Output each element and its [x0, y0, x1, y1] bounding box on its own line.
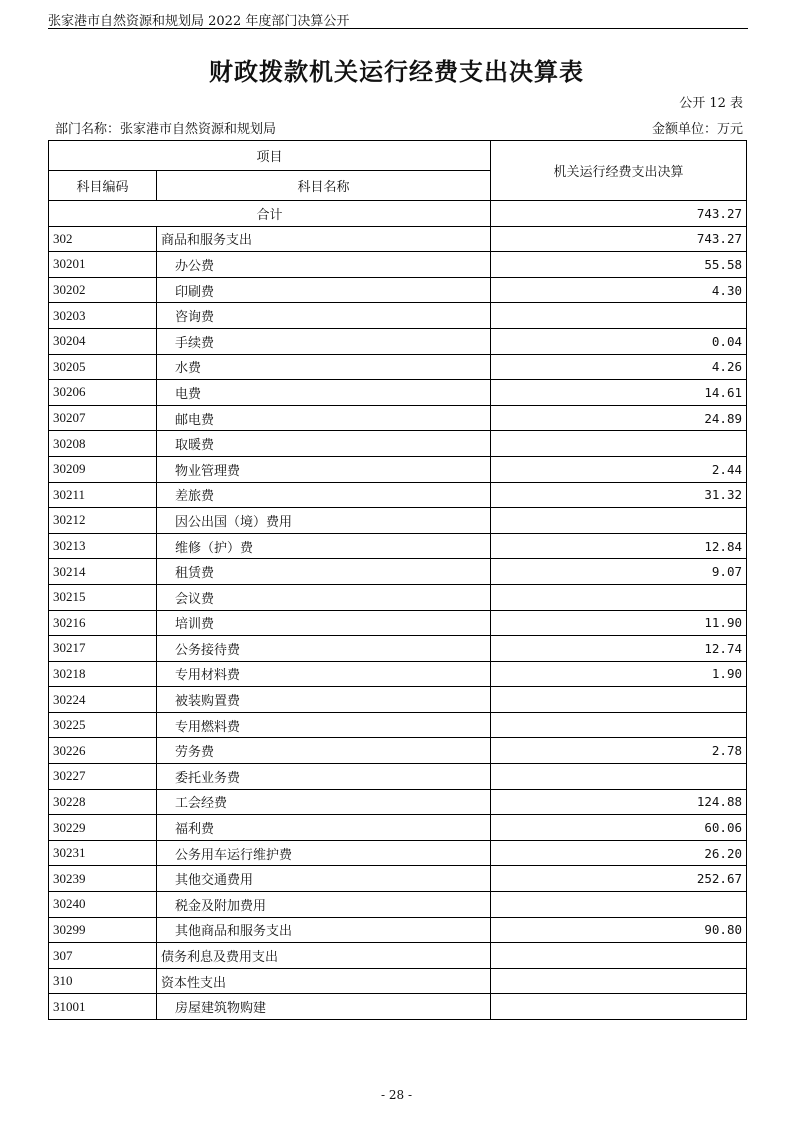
- row-value: 0.04: [491, 328, 747, 354]
- row-name: 因公出国（境）费用: [157, 508, 491, 534]
- table-row: [49, 303, 747, 329]
- row-code: 30206: [49, 380, 157, 406]
- row-name: 培训费: [157, 610, 491, 636]
- row-name: 劳务费: [157, 738, 491, 764]
- row-code: 30213: [49, 533, 157, 559]
- row-name: 租赁费: [157, 559, 491, 585]
- total-value: 743.27: [491, 201, 747, 227]
- row-value: 60.06: [491, 815, 747, 841]
- row-name: 商品和服务支出: [157, 226, 491, 252]
- table-row: [49, 738, 747, 764]
- row-value: 4.30: [491, 277, 747, 303]
- row-name: 差旅费: [157, 482, 491, 508]
- row-code: 30214: [49, 559, 157, 585]
- page-header: 张家港市自然资源和规划局 2022 年度部门决算公开: [48, 14, 350, 29]
- row-code: 30203: [49, 303, 157, 329]
- row-code: 307: [49, 943, 157, 969]
- row-value: [491, 994, 747, 1020]
- row-name: 维修（护）费: [157, 533, 491, 559]
- row-code: 30239: [49, 866, 157, 892]
- row-value: 743.27: [491, 226, 747, 252]
- row-value: 12.74: [491, 636, 747, 662]
- row-value: 24.89: [491, 405, 747, 431]
- table-row: [49, 840, 747, 866]
- row-value: [491, 431, 747, 457]
- row-code: 30229: [49, 815, 157, 841]
- row-value: 2.44: [491, 456, 747, 482]
- row-value: 31.32: [491, 482, 747, 508]
- row-value: 1.90: [491, 661, 747, 687]
- row-name: 专用材料费: [157, 661, 491, 687]
- header-divider: [48, 28, 748, 29]
- row-code: 30226: [49, 738, 157, 764]
- table-row: [49, 328, 747, 354]
- table-row: [49, 456, 747, 482]
- table-row: [49, 559, 747, 585]
- row-name: 办公费: [157, 252, 491, 278]
- row-value: 2.78: [491, 738, 747, 764]
- row-code: 302: [49, 226, 157, 252]
- table-row: [49, 533, 747, 559]
- row-value: [491, 943, 747, 969]
- row-value: [491, 687, 747, 713]
- row-value: [491, 508, 747, 534]
- row-code: 30240: [49, 892, 157, 918]
- table-row: [49, 584, 747, 610]
- column-header-amount: 机关运行经费支出决算: [491, 141, 747, 201]
- row-code: 30207: [49, 405, 157, 431]
- row-name: 电费: [157, 380, 491, 406]
- row-name: 取暖费: [157, 431, 491, 457]
- page-number: - 28 -: [380, 1088, 412, 1102]
- row-value: 12.84: [491, 533, 747, 559]
- row-value: 11.90: [491, 610, 747, 636]
- table-row: [49, 405, 747, 431]
- row-code: 30208: [49, 431, 157, 457]
- table-row: [49, 482, 747, 508]
- row-value: 9.07: [491, 559, 747, 585]
- table-row: [49, 815, 747, 841]
- table-row: [49, 226, 747, 252]
- row-value: 55.58: [491, 252, 747, 278]
- page-title: 财政拨款机关运行经费支出决算表: [209, 57, 584, 86]
- table-row: [49, 943, 747, 969]
- row-code: 30218: [49, 661, 157, 687]
- row-value: 14.61: [491, 380, 747, 406]
- row-name: 被装购置费: [157, 687, 491, 713]
- row-name: 邮电费: [157, 405, 491, 431]
- row-code: 30216: [49, 610, 157, 636]
- column-header-code: 科目编码: [49, 171, 157, 201]
- row-name: 公务用车运行维护费: [157, 840, 491, 866]
- row-code: 30211: [49, 482, 157, 508]
- table-row: [49, 380, 747, 406]
- table-row: [49, 636, 747, 662]
- row-value: 252.67: [491, 866, 747, 892]
- row-name: 债务利息及费用支出: [157, 943, 491, 969]
- row-name: 福利费: [157, 815, 491, 841]
- row-code: 30227: [49, 764, 157, 790]
- row-name: 手续费: [157, 328, 491, 354]
- table-row: [49, 687, 747, 713]
- row-code: 30299: [49, 917, 157, 943]
- row-name: 其他交通费用: [157, 866, 491, 892]
- department-label: 部门名称：张家港市自然资源和规划局: [55, 122, 277, 137]
- row-name: 房屋建筑物购建: [157, 994, 491, 1020]
- row-value: [491, 968, 747, 994]
- row-code: 30209: [49, 456, 157, 482]
- table-number: 公开 12 表: [679, 96, 743, 111]
- expenditure-table: [48, 140, 747, 1020]
- total-row: [49, 201, 747, 227]
- row-code: 30205: [49, 354, 157, 380]
- row-name: 专用燃料费: [157, 712, 491, 738]
- row-code: 30224: [49, 687, 157, 713]
- row-name: 物业管理费: [157, 456, 491, 482]
- row-code: 30202: [49, 277, 157, 303]
- row-code: 30201: [49, 252, 157, 278]
- column-header-project: 项目: [49, 141, 491, 171]
- row-value: 90.80: [491, 917, 747, 943]
- row-code: 30217: [49, 636, 157, 662]
- table-row: [49, 661, 747, 687]
- row-code: 30231: [49, 840, 157, 866]
- row-name: 水费: [157, 354, 491, 380]
- row-name: 印刷费: [157, 277, 491, 303]
- row-name: 资本性支出: [157, 968, 491, 994]
- table-row: [49, 866, 747, 892]
- table-row: [49, 508, 747, 534]
- row-name: 委托业务费: [157, 764, 491, 790]
- row-value: [491, 712, 747, 738]
- row-value: 26.20: [491, 840, 747, 866]
- row-name: 工会经费: [157, 789, 491, 815]
- row-name: 税金及附加费用: [157, 892, 491, 918]
- unit-label: 金额单位：万元: [651, 122, 743, 137]
- table-row: [49, 994, 747, 1020]
- row-value: 124.88: [491, 789, 747, 815]
- row-value: [491, 764, 747, 790]
- table-row: [49, 764, 747, 790]
- row-code: 30204: [49, 328, 157, 354]
- row-name: 其他商品和服务支出: [157, 917, 491, 943]
- row-code: 30225: [49, 712, 157, 738]
- table-row: [49, 252, 747, 278]
- table-row: [49, 892, 747, 918]
- row-value: [491, 584, 747, 610]
- table-row: [49, 712, 747, 738]
- table-row: [49, 354, 747, 380]
- row-code: 31001: [49, 994, 157, 1020]
- table-row: [49, 789, 747, 815]
- row-code: 310: [49, 968, 157, 994]
- row-value: [491, 303, 747, 329]
- table-row: [49, 431, 747, 457]
- table-row: [49, 610, 747, 636]
- table-row: [49, 968, 747, 994]
- row-value: 4.26: [491, 354, 747, 380]
- total-label: 合计: [49, 201, 491, 227]
- row-code: 30215: [49, 584, 157, 610]
- row-code: 30228: [49, 789, 157, 815]
- row-name: 会议费: [157, 584, 491, 610]
- row-code: 30212: [49, 508, 157, 534]
- column-header-name: 科目名称: [157, 171, 491, 201]
- row-name: 咨询费: [157, 303, 491, 329]
- row-name: 公务接待费: [157, 636, 491, 662]
- table-row: [49, 917, 747, 943]
- table-row: [49, 277, 747, 303]
- row-value: [491, 892, 747, 918]
